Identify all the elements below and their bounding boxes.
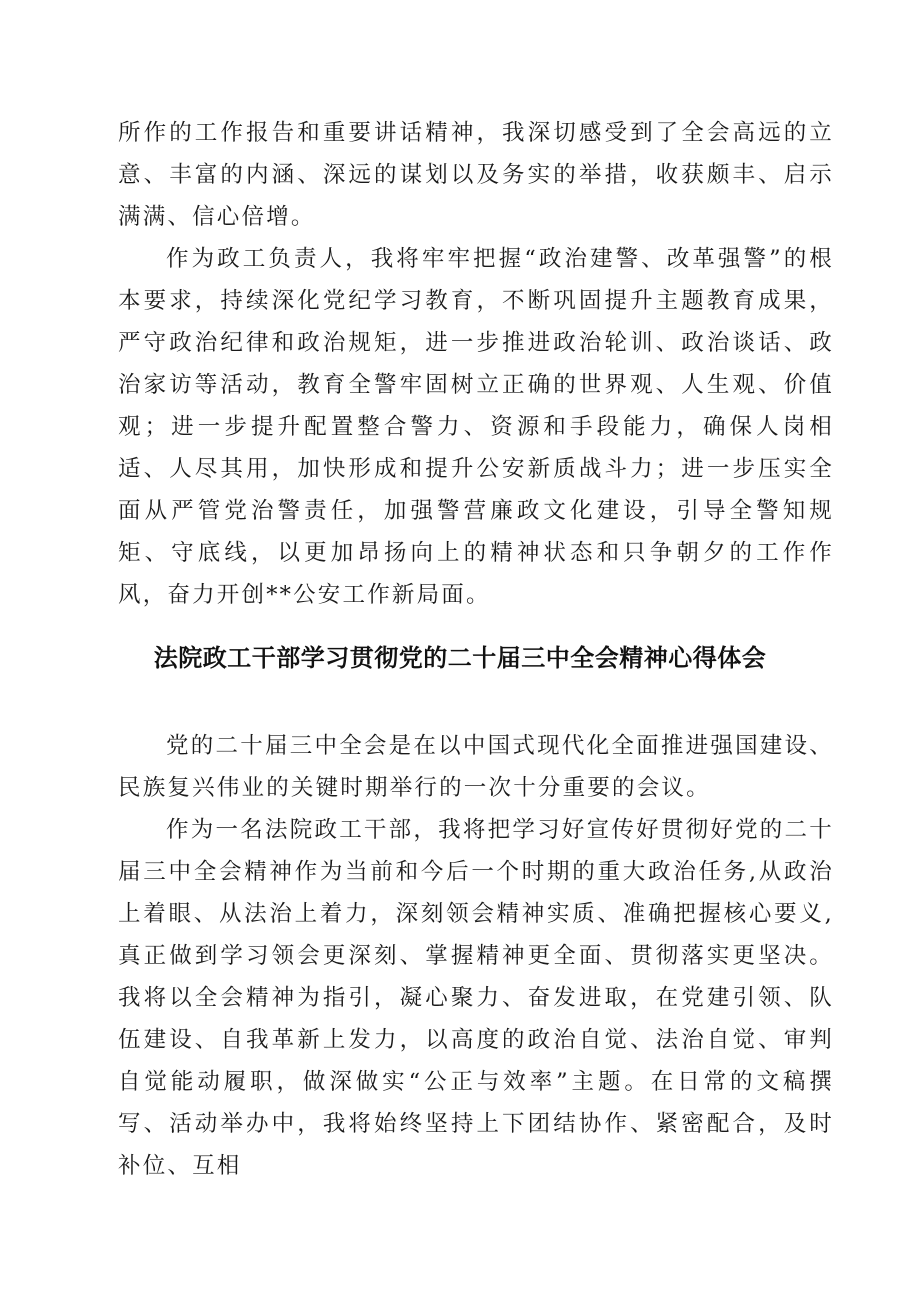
section-2-paragraph-1: 党的二十届三中全会是在以中国式现代化全面推进强国建设、民族复兴伟业的关键时期举行的一次十分重要的会议。 [118, 733, 834, 801]
section-2-paragraph-2: 作为一名法院政工干部，我将把学习好宣传好贯彻好党的二十届三中全会精神作为当前和今后一个时期的重大政治任务,从政治上着眼、从法治上着力，深刻领会精神实质、准确把握核心要义,真正做到学习领会更深刻、掌握精神更全面、贯彻落实更坚决。我将以全会精神为指引，凝心聚力、奋发进取，在党建引领、队伍建设、自我革新上发力，以高度的政治自觉、法治自觉、审判自觉能动履职，做深做实“公正与效率”主题。在日常的文稿撰写、活动举办中，我将始终坚持上下团结协作、紧密配合，及时补位、互相 [118, 817, 834, 1179]
section-1-body [118, 112, 834, 616]
section-2-body [118, 725, 834, 1187]
section-1-paragraph-1: 所作的工作报告和重要讲话精神，我深切感受到了全会高远的立意、丰富的内涵、深远的谋划以及务实的举措，收获颇丰、启示满满、信心倍增。 [118, 120, 834, 230]
section-2-title: 法院政工干部学习贯彻党的二十届三中全会精神心得体会 [153, 644, 767, 672]
section-1-paragraph-2: 作为政工负责人，我将牢牢把握“政治建警、改革强警”的根本要求，持续深化党纪学习教育，不断巩固提升主题教育成果，严守政治纪律和政治规矩，进一步推进政治轮训、政治谈话、政治家访等活动，教育全警牢固树立正确的世界观、人生观、价值观；进一步提升配置整合警力、资源和手段能力，确保人岗相适、人尽其用，加快形成和提升公安新质战斗力；进一步压实全面从严管党治警责任，加强警营廉政文化建设，引导全警知规矩、守底线，以更加昂扬向上的精神状态和只争朝夕的工作作风，奋力开创**公安工作新局面。 [118, 246, 834, 608]
